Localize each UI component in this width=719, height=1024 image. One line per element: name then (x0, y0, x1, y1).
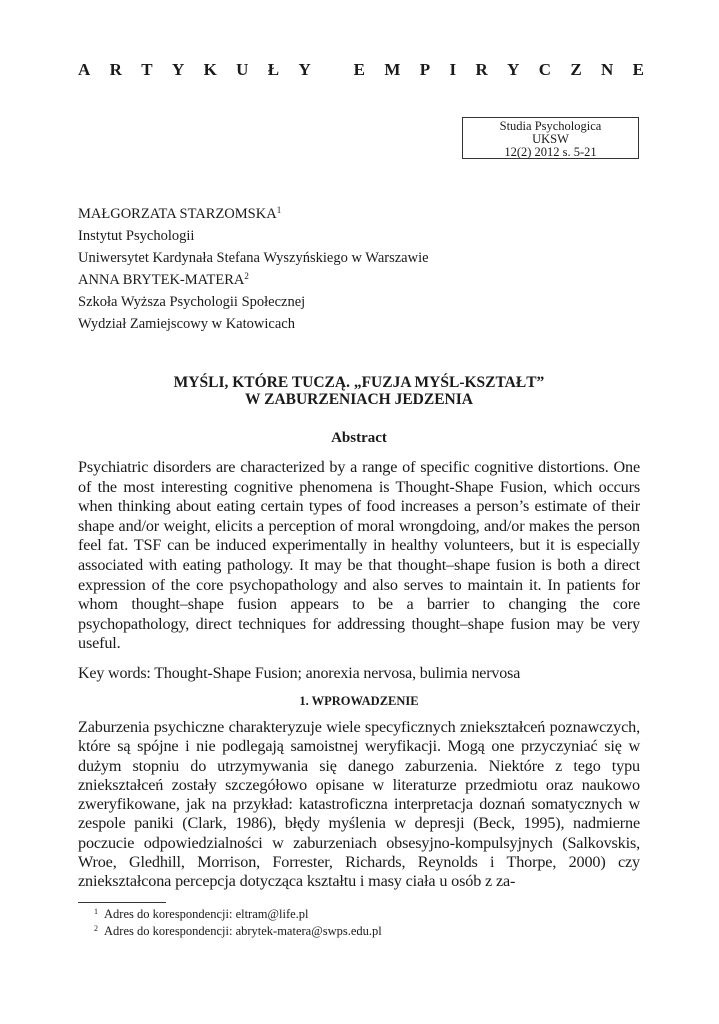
keywords: Key words: Thought-Shape Fusion; anorexia nervosa, bulimia nervosa (78, 665, 521, 682)
journal-name: Studia Psychologica (499, 119, 602, 133)
section-title-letter: Y (171, 60, 185, 79)
author-1-affiliation-1: Instytut Psychologii (78, 228, 195, 244)
section-title-letter: P (419, 60, 431, 79)
footnote-2-mark: 2 (94, 924, 98, 933)
author-2-name: ANNA BRYTEK-MATERA (78, 272, 245, 288)
footnote-2-text: Adres do korespondencji: abrytek-matera@swps.edu.pl (104, 924, 382, 938)
section-title-letter: Y (298, 60, 311, 79)
paper-title-line-1: MYŚLI, KTÓRE TUCZĄ. „FUZJA MYŚL-KSZTAŁT” (173, 374, 545, 391)
footnotes (94, 906, 634, 940)
footnote-divider (78, 902, 166, 903)
author-1-name: MAŁGORZATA STARZOMSKA (78, 206, 277, 222)
author-2-affiliation-1: Szkoła Wyższa Psychologii Społecznej (78, 294, 306, 310)
author-1 (78, 203, 638, 225)
footnote-ref-1[interactable]: 1 (276, 205, 282, 215)
section-1-text: Zaburzenia psychiczne charakteryzuje wiele specyficznych zniekształceń poznawczych, które są spójne i nie podlegają samoistnej weryfikacji. Mogą one przyczyniać się w dużym stopniu do utrzymywania się danego zaburzenia. Niektóre z tego typu zniekształceń zostały szczegółowo opisane w literaturze przedmiotu oraz naukowo zweryfikowane, jak na przykład: katastroficzna interpretacja doznań somatycznych w zespole paniki (Clark, 1986), błędy myślenia w depresji (Beck, 1995), nadmierne poczucie odpowiedzialności w zaburzeniach obsesyjno-kompulsyjnych (Salkovskis, Wroe, Gledhill, Morrison, Forrester, Richards, Reynolds i Thorpe, 2000) czy zniekształcona percepcja dotycząca kształtu i masy ciała u osób z za- (78, 718, 640, 891)
section-title-letter: R (475, 60, 488, 79)
section-title-letter: K (203, 60, 217, 79)
section-title-gap (330, 60, 334, 80)
section-1-heading: 1. WPROWADZENIE (299, 694, 419, 708)
journal-info-box (462, 117, 639, 159)
section-title-letter: Ł (267, 60, 280, 79)
section-title-letter: Z (570, 60, 582, 79)
journal-publisher: UKSW (532, 132, 569, 146)
footnote-1 (94, 906, 634, 923)
footnote-2 (94, 923, 634, 940)
footnote-1-mark: 1 (94, 907, 98, 916)
section-title-letter: T (141, 60, 153, 79)
section-title-letter: E (353, 60, 366, 79)
author-block (78, 203, 638, 335)
author-2-affiliation-2: Wydział Zamiejscowy w Katowicach (78, 316, 295, 332)
section-title-letter: R (109, 60, 122, 79)
section-title (78, 60, 644, 80)
journal-issue: 12(2) 2012 s. 5-21 (504, 145, 597, 159)
section-title-letter: Y (507, 60, 520, 79)
footnote-ref-2[interactable]: 2 (244, 271, 249, 281)
section-title-letter: E (632, 60, 644, 79)
paper-title-line-2: W ZABURZENIACH JEDZENIA (245, 391, 473, 408)
section-title-letter: N (601, 60, 614, 79)
section-title-letter: A (78, 60, 91, 79)
paper-title (78, 374, 640, 408)
footnote-1-text: Adres do korespondencji: eltram@life.pl (104, 907, 309, 921)
abstract-heading: Abstract (331, 430, 387, 446)
author-2 (78, 269, 638, 291)
author-1-affiliation-2: Uniwersytet Kardynała Stefana Wyszyńskiego w Warszawie (78, 250, 429, 266)
section-title-letter: I (449, 60, 457, 79)
abstract-text: Psychiatric disorders are characterized by a range of specific cognitive distortions. One of the most interesting cognitive phenomena is Thought-Shape Fusion, which occurs when thinking about eating certain types of food increases a person’s estimate of their shape and/or weight, elicits a perception of moral wrongdoing, and/or makes the person feel fat. TSF can be induced experimentally in healthy volunteers, but it is especially associated with eating pathology. It may be that thought–shape fusion is both a direct expression of the core psychopathology and also serves to maintain it. In patients for whom thought–shape fusion appears to be a barrier to changing the core psychopathology, direct techniques for addressing thought–shape fusion may be very useful. (78, 458, 640, 653)
section-title-letter: U (236, 60, 249, 79)
section-title-letter: M (384, 60, 401, 79)
section-title-letter: C (538, 60, 551, 79)
